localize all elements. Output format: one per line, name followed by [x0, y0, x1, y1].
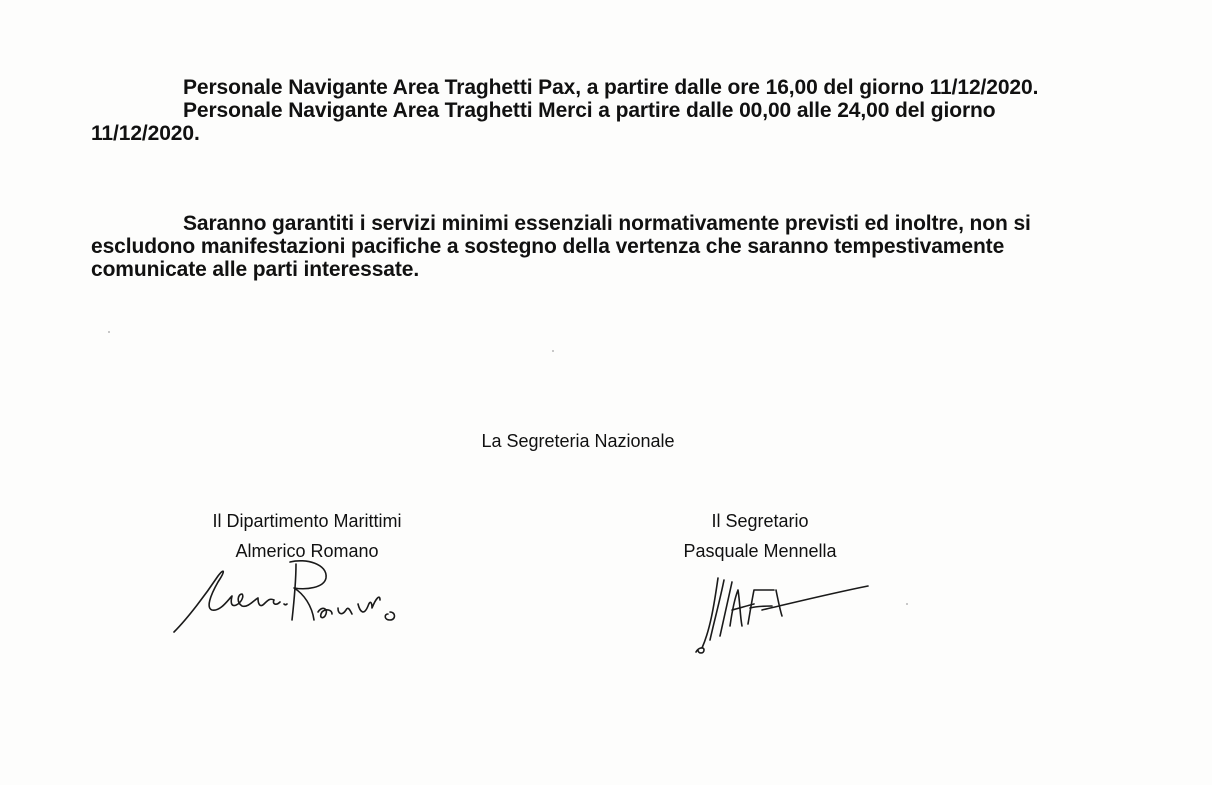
signature-left-icon: [166, 556, 426, 640]
right-signatory: [600, 506, 920, 566]
scan-speck: [906, 603, 908, 605]
services-text: Saranno garantiti i servizi minimi essenziali normativamente previsti ed inoltre, non si escludono manifestazioni pacifiche a sostegno della vertenza che saranno tempestivamente comunicate alle parti interessate.: [91, 212, 1031, 281]
paragraph-services: [91, 212, 1081, 281]
right-role: Il Segretario: [711, 511, 809, 531]
paragraph-shifts: [91, 76, 1081, 145]
segreteria-nazionale-text: La Segreteria Nazionale: [481, 431, 675, 451]
left-role: Il Dipartimento Marittimi: [212, 511, 402, 531]
shift-pax-line: Personale Navigante Area Traghetti Pax, a partire dalle ore 16,00 del giorno 11/12/2020.: [183, 76, 1039, 99]
scan-speck: [108, 331, 110, 333]
right-name: Pasquale Mennella: [683, 541, 837, 561]
scan-speck: [552, 350, 554, 352]
shift-merci-line: Personale Navigante Area Traghetti Merci a partire dalle 00,00 alle 24,00 del giorno 11/12/2020.: [91, 99, 996, 145]
signature-right-icon: [688, 570, 888, 660]
left-name: Almerico Romano: [235, 541, 379, 561]
organization-label: [380, 426, 776, 456]
